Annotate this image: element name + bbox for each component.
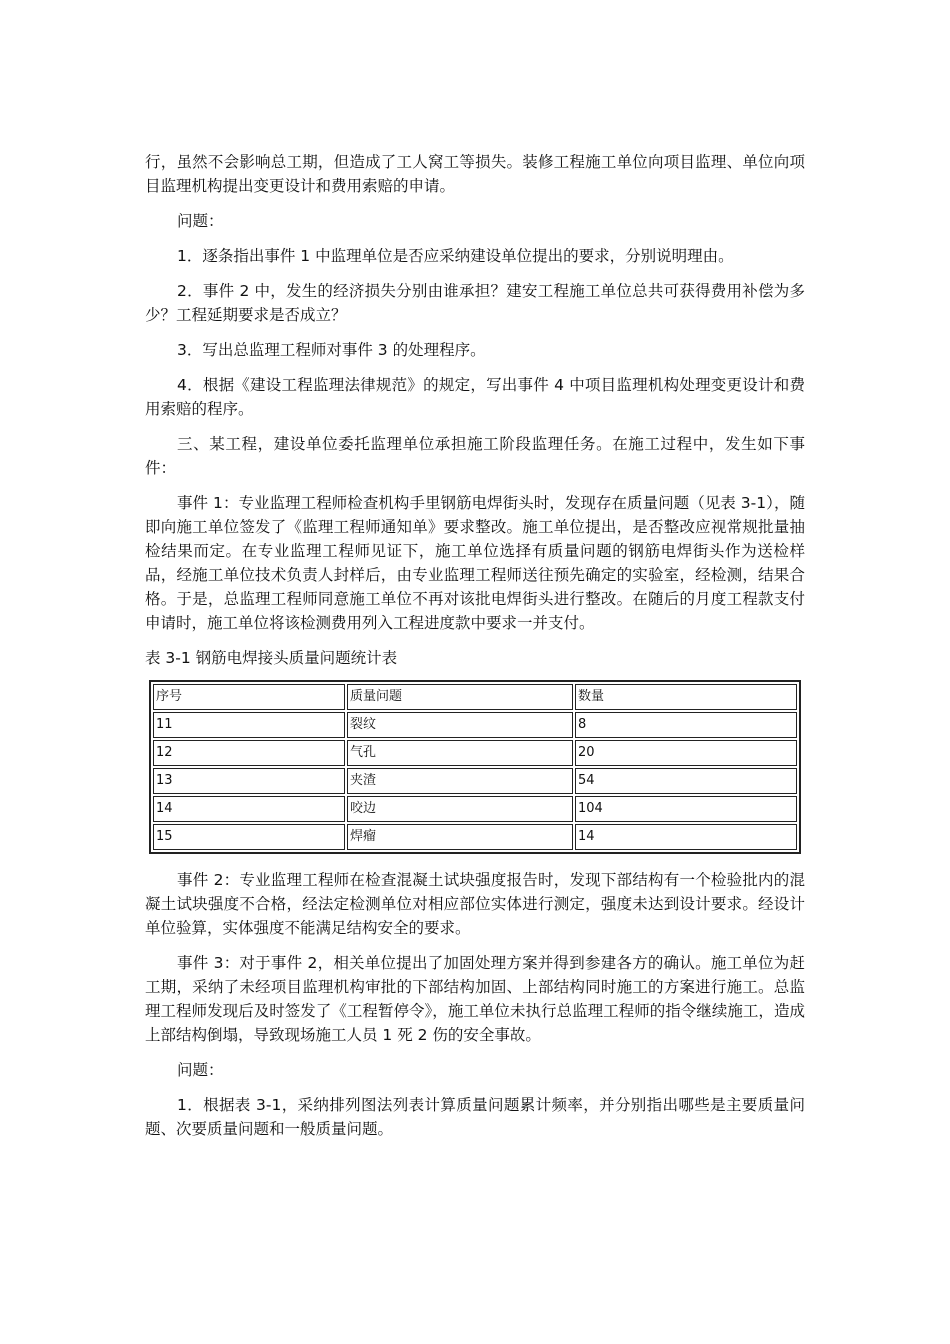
cell-problem: 裂纹 (347, 712, 573, 738)
paragraph: 1．逐条指出事件 1 中监理单位是否应采纳建设单位提出的要求，分别说明理由。 (177, 247, 734, 265)
table-row (153, 824, 797, 850)
paragraphs-bottom (145, 868, 805, 1141)
table-row (153, 768, 797, 794)
table-row (153, 796, 797, 822)
cell-problem: 夹渣 (347, 768, 573, 794)
table-caption: 表 3-1 钢筋电焊接头质量问题统计表 (145, 649, 398, 667)
paragraph: 3．写出总监理工程师对事件 3 的处理程序。 (177, 341, 486, 359)
column-header-problem: 质量问题 (347, 684, 573, 710)
paragraph: 事件 1：专业监理工程师检查机构手里钢筋电焊街头时，发现存在质量问题（见表 3-1），随即向施工单位签发了《监理工程师通知单》要求整改。施工单位提出，是否整改应视常规批量抽检结果而定。在专业监理工程师见证下，施工单位选择有质量问题的钢筋电焊街头作为送检样品，经施工单位技术负责人封样后，由专业监理工程师送往预先确定的实验室，经检测，结果合格。于是，总监理工程师同意施工单位不再对该批电焊街头进行整改。在随后的月度工程款支付申请时，施工单位将该检测费用列入工程进度款中要求一并支付。 (145, 494, 805, 632)
cell-count: 20 (575, 740, 797, 766)
table-row (153, 712, 797, 738)
cell-count: 104 (575, 796, 797, 822)
paragraph: 三、某工程，建设单位委托监理单位承担施工阶段监理任务。在施工过程中，发生如下事件： (145, 435, 805, 477)
cell-problem: 咬边 (347, 796, 573, 822)
cell-count: 8 (575, 712, 797, 738)
column-header-index: 序号 (153, 684, 345, 710)
paragraph: 4．根据《建设工程监理法律规范》的规定，写出事件 4 中项目监理机构处理变更设计和费用索赔的程序。 (145, 376, 805, 418)
paragraph: 行，虽然不会影响总工期，但造成了工人窝工等损失。装修工程施工单位向项目监理、单位向项目监理机构提出变更设计和费用索赔的申请。 (145, 153, 805, 195)
cell-count: 54 (575, 768, 797, 794)
cell-index: 15 (153, 824, 345, 850)
paragraph: 问题： (177, 212, 224, 230)
cell-index: 11 (153, 712, 345, 738)
paragraph: 2．事件 2 中，发生的经济损失分别由谁承担？建安工程施工单位总共可获得费用补偿为多少？工程延期要求是否成立？ (145, 282, 805, 324)
column-header-count: 数量 (575, 684, 797, 710)
paragraph: 问题： (177, 1061, 224, 1079)
paragraph: 事件 2：专业监理工程师在检查混凝土试块强度报告时，发现下部结构有一个检验批内的混凝土试块强度不合格，经法定检测单位对相应部位实体进行测定，强度未达到设计要求。经设计单位验算，实体强度不能满足结构安全的要求。 (145, 871, 805, 937)
quality-table-wrapper (149, 680, 801, 854)
cell-index: 13 (153, 768, 345, 794)
document-page (145, 150, 805, 1152)
quality-problem-table (149, 680, 801, 854)
cell-problem: 焊瘤 (347, 824, 573, 850)
cell-problem: 气孔 (347, 740, 573, 766)
cell-index: 14 (153, 796, 345, 822)
paragraphs-top (145, 150, 805, 635)
paragraph: 事件 3：对于事件 2，相关单位提出了加固处理方案并得到参建各方的确认。施工单位为赶工期，采纳了未经项目监理机构审批的下部结构加固、上部结构同时施工的方案进行施工。总监理工程师发现后及时签发了《工程暂停令》，施工单位未执行总监理工程师的指令继续施工，造成上部结构倒塌，导致现场施工人员 1 死 2 伤的安全事故。 (145, 954, 805, 1044)
paragraph: 1．根据表 3-1，采纳排列图法列表计算质量问题累计频率，并分别指出哪些是主要质量问题、次要质量问题和一般质量问题。 (145, 1096, 805, 1138)
table-header-row (153, 684, 797, 710)
table-row (153, 740, 797, 766)
cell-index: 12 (153, 740, 345, 766)
cell-count: 14 (575, 824, 797, 850)
